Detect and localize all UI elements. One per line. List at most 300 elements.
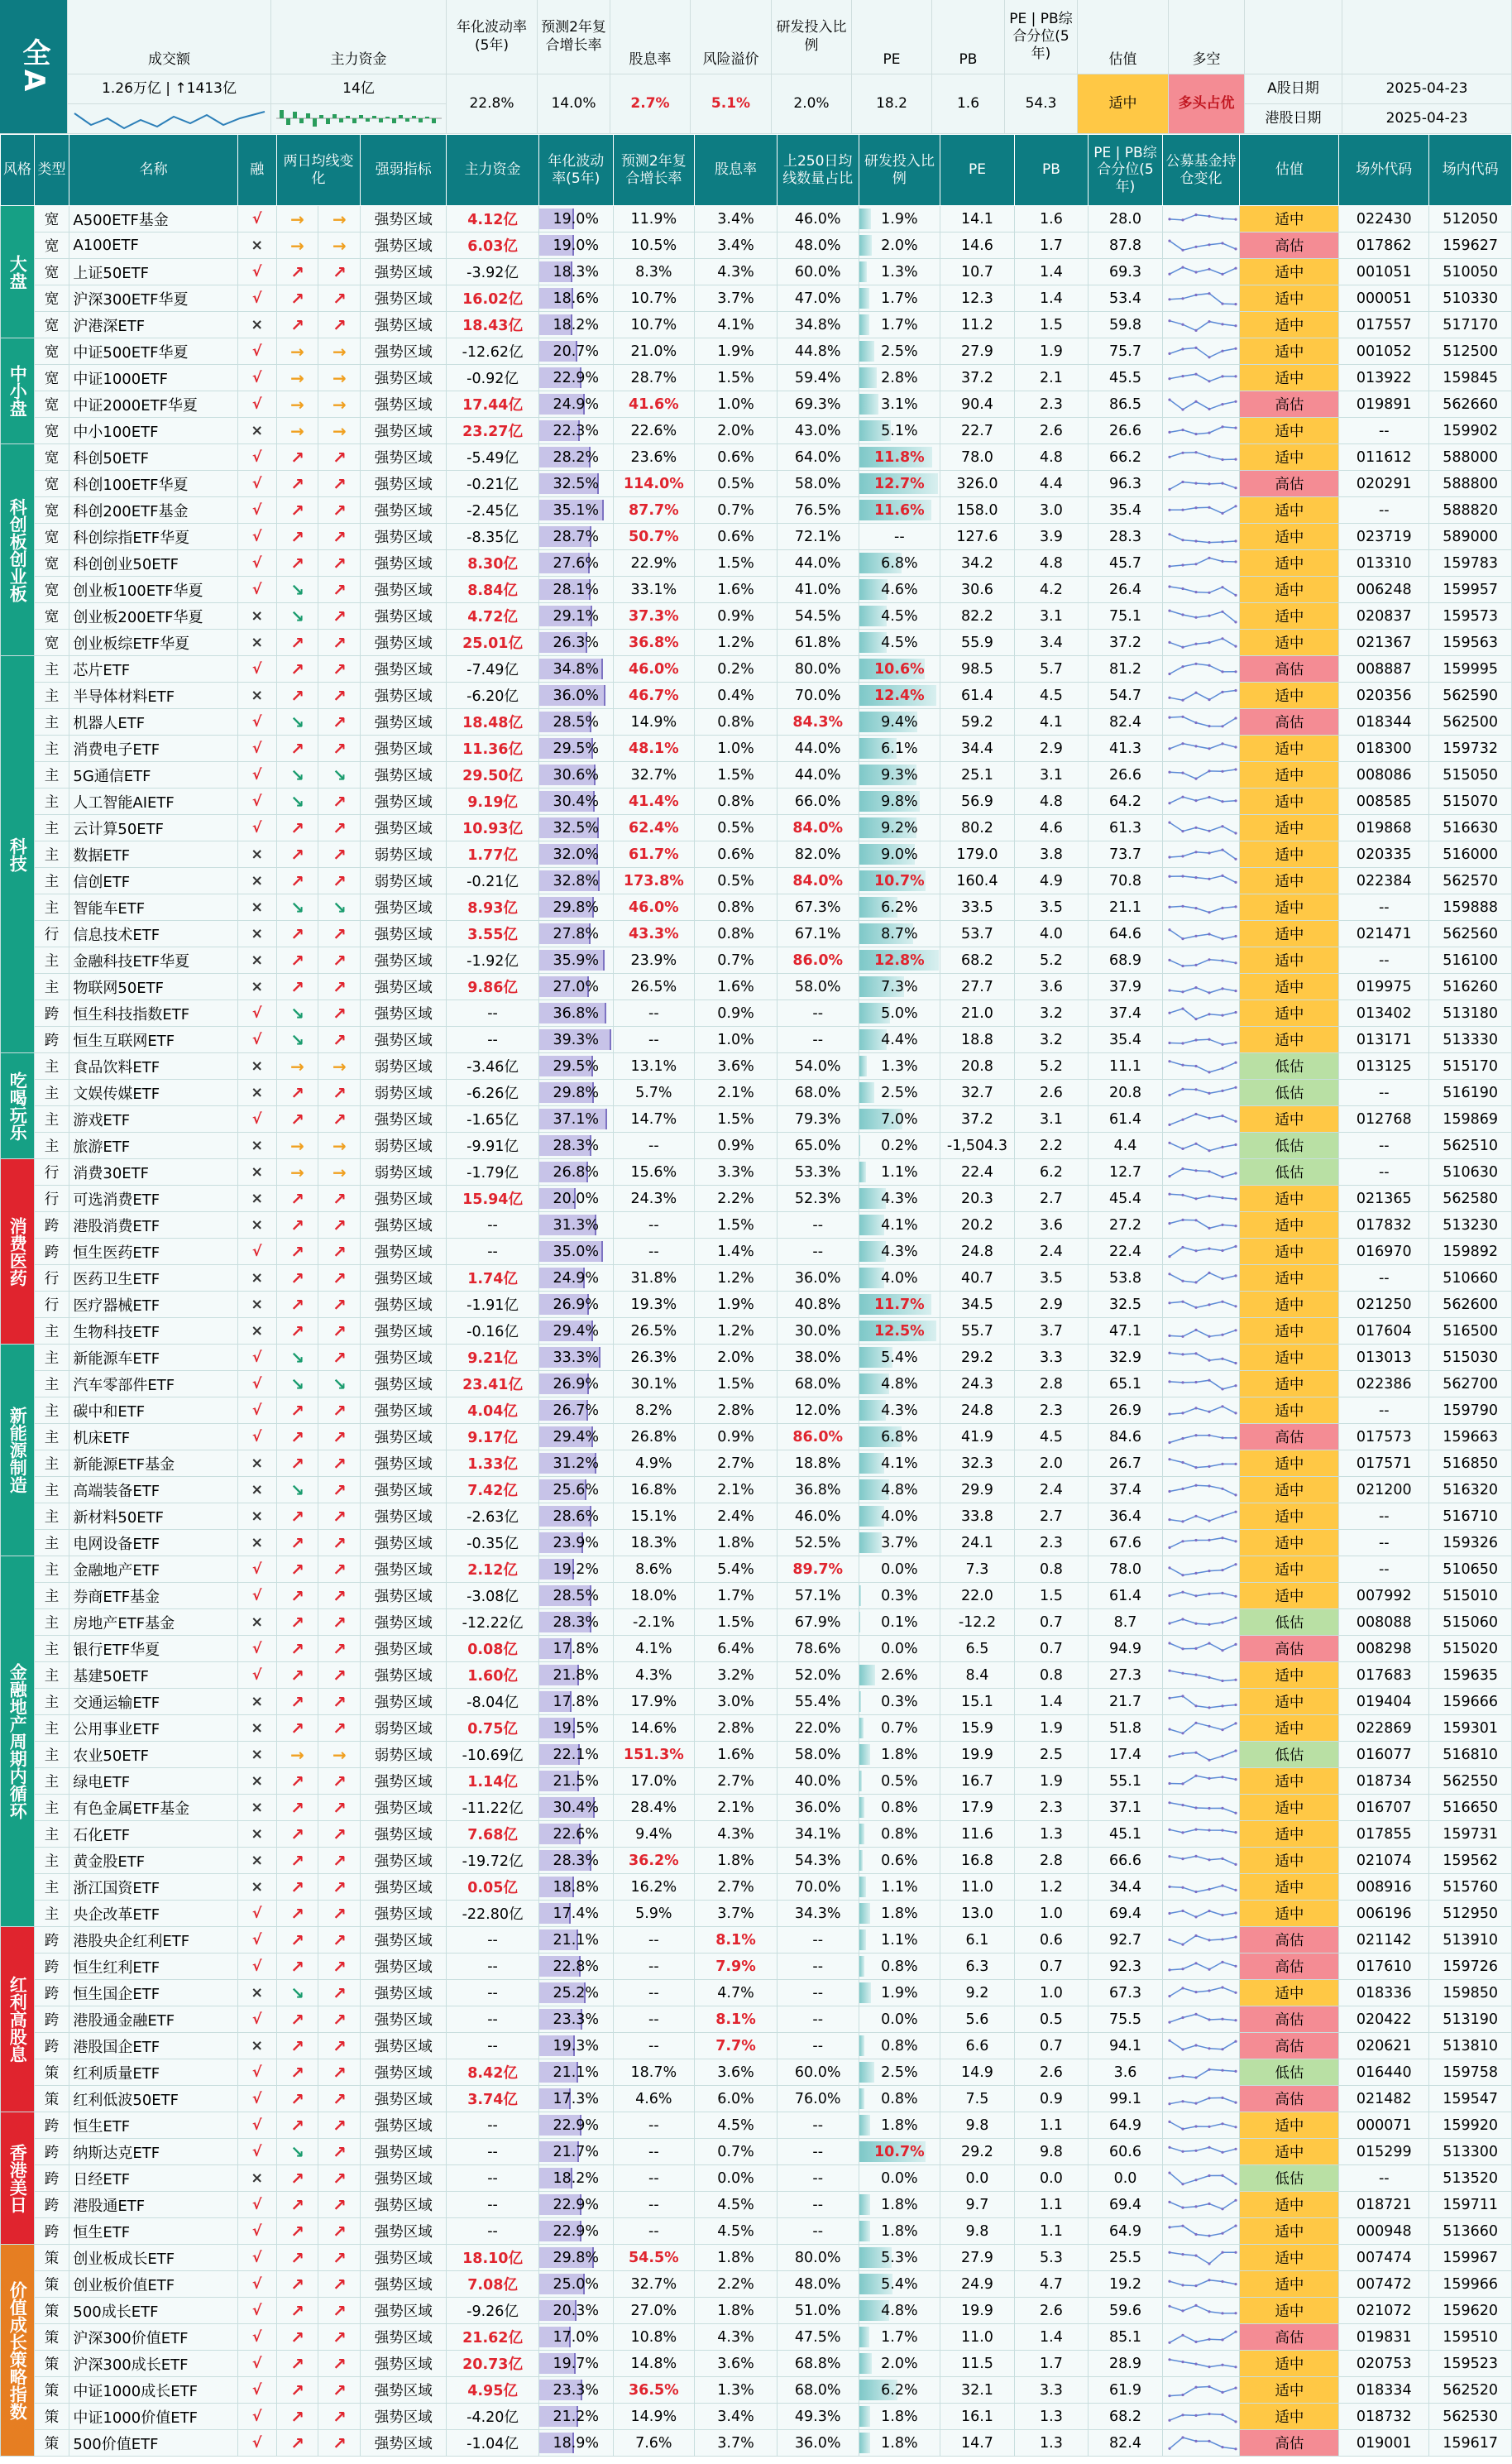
exchange-code-cell[interactable]: 516810 <box>1429 1742 1512 1768</box>
table-row[interactable] <box>1 1345 1512 1371</box>
col-strength[interactable]: 强弱指标 <box>361 135 447 206</box>
table-row[interactable] <box>1 736 1512 762</box>
table-row[interactable] <box>1 418 1512 444</box>
table-row[interactable] <box>1 1503 1512 1530</box>
name-cell[interactable]: 恒生科技指数ETF <box>69 1000 237 1027</box>
otc-code-cell[interactable]: -- <box>1339 1133 1429 1159</box>
table-row[interactable] <box>1 1159 1512 1186</box>
name-cell[interactable]: 科创200ETF基金 <box>69 497 237 524</box>
table-row[interactable] <box>1 1292 1512 1318</box>
exchange-code-cell[interactable]: 515760 <box>1429 1874 1512 1901</box>
exchange-code-cell[interactable]: 159562 <box>1429 1848 1512 1874</box>
name-cell[interactable]: 游戏ETF <box>69 1106 237 1133</box>
table-row[interactable] <box>1 630 1512 656</box>
otc-code-cell[interactable]: 017832 <box>1339 1212 1429 1239</box>
otc-code-cell[interactable]: 013402 <box>1339 1000 1429 1027</box>
name-cell[interactable]: 消费30ETF <box>69 1159 237 1186</box>
col-ma[interactable]: 两日均线变化 <box>276 135 361 206</box>
otc-code-cell[interactable]: 008916 <box>1339 1874 1429 1901</box>
table-row[interactable] <box>1 1980 1512 2006</box>
table-row[interactable] <box>1 841 1512 868</box>
otc-code-cell[interactable]: 018334 <box>1339 2377 1429 2404</box>
name-cell[interactable]: 恒生红利ETF <box>69 1953 237 1980</box>
table-row[interactable] <box>1 1636 1512 1662</box>
table-row[interactable] <box>1 1927 1512 1953</box>
exchange-code-cell[interactable]: 562520 <box>1429 2377 1512 2404</box>
table-row[interactable] <box>1 1212 1512 1239</box>
otc-code-cell[interactable]: 018336 <box>1339 1980 1429 2006</box>
exchange-code-cell[interactable]: 159731 <box>1429 1821 1512 1848</box>
name-cell[interactable]: 黄金股ETF <box>69 1848 237 1874</box>
exchange-code-cell[interactable]: 515050 <box>1429 762 1512 789</box>
exchange-code-cell[interactable]: 562530 <box>1429 2404 1512 2430</box>
exchange-code-cell[interactable]: 512950 <box>1429 1901 1512 1927</box>
table-row[interactable] <box>1 2404 1512 2430</box>
name-cell[interactable]: 高端装备ETF <box>69 1477 237 1503</box>
exchange-code-cell[interactable]: 510330 <box>1429 285 1512 312</box>
otc-code-cell[interactable]: 016707 <box>1339 1795 1429 1821</box>
table-row[interactable] <box>1 550 1512 577</box>
name-cell[interactable]: 恒生医药ETF <box>69 1239 237 1265</box>
exchange-code-cell[interactable]: 516100 <box>1429 947 1512 974</box>
otc-code-cell[interactable]: 013171 <box>1339 1027 1429 1053</box>
exchange-code-cell[interactable]: 159902 <box>1429 418 1512 444</box>
exchange-code-cell[interactable]: 159920 <box>1429 2112 1512 2139</box>
name-cell[interactable]: 恒生国企ETF <box>69 1980 237 2006</box>
table-row[interactable] <box>1 2298 1512 2324</box>
exchange-code-cell[interactable]: 159635 <box>1429 1662 1512 1689</box>
table-row[interactable] <box>1 2271 1512 2298</box>
name-cell[interactable]: 电网设备ETF <box>69 1530 237 1556</box>
name-cell[interactable]: 公用事业ETF <box>69 1715 237 1742</box>
exchange-code-cell[interactable]: 515170 <box>1429 1053 1512 1080</box>
name-cell[interactable]: 创业板综ETF华夏 <box>69 630 237 656</box>
table-row[interactable] <box>1 471 1512 497</box>
exchange-code-cell[interactable]: 562700 <box>1429 1371 1512 1397</box>
table-row[interactable] <box>1 1556 1512 1583</box>
name-cell[interactable]: 信创ETF <box>69 868 237 894</box>
otc-code-cell[interactable]: 020837 <box>1339 603 1429 630</box>
table-row[interactable] <box>1 2324 1512 2351</box>
exchange-code-cell[interactable]: 515060 <box>1429 1609 1512 1636</box>
table-row[interactable] <box>1 1795 1512 1821</box>
table-row[interactable] <box>1 1874 1512 1901</box>
exchange-code-cell[interactable]: 516320 <box>1429 1477 1512 1503</box>
otc-code-cell[interactable]: 021482 <box>1339 2086 1429 2112</box>
name-cell[interactable]: 中证500ETF华夏 <box>69 338 237 365</box>
name-cell[interactable]: 日经ETF <box>69 2165 237 2192</box>
otc-code-cell[interactable]: 019975 <box>1339 974 1429 1000</box>
table-row[interactable] <box>1 259 1512 285</box>
table-row[interactable] <box>1 285 1512 312</box>
otc-code-cell[interactable]: -- <box>1339 1530 1429 1556</box>
otc-code-cell[interactable]: 018732 <box>1339 2404 1429 2430</box>
exchange-code-cell[interactable]: 159845 <box>1429 365 1512 391</box>
exchange-code-cell[interactable]: 159888 <box>1429 894 1512 921</box>
exchange-code-cell[interactable]: 516850 <box>1429 1450 1512 1477</box>
otc-code-cell[interactable]: 013013 <box>1339 1345 1429 1371</box>
otc-code-cell[interactable]: 019404 <box>1339 1689 1429 1715</box>
otc-code-cell[interactable]: 021367 <box>1339 630 1429 656</box>
otc-code-cell[interactable]: 012768 <box>1339 1106 1429 1133</box>
table-row[interactable] <box>1 921 1512 947</box>
exchange-code-cell[interactable]: 513660 <box>1429 2218 1512 2245</box>
otc-code-cell[interactable]: 018734 <box>1339 1768 1429 1795</box>
table-row[interactable] <box>1 2033 1512 2059</box>
exchange-code-cell[interactable]: 562500 <box>1429 709 1512 736</box>
name-cell[interactable]: 央企改革ETF <box>69 1901 237 1927</box>
col-style[interactable]: 风格 <box>1 135 35 206</box>
exchange-code-cell[interactable]: 516710 <box>1429 1503 1512 1530</box>
name-cell[interactable]: 港股消费ETF <box>69 1212 237 1239</box>
name-cell[interactable]: 沪港深ETF <box>69 312 237 338</box>
table-row[interactable] <box>1 1901 1512 1927</box>
name-cell[interactable]: 创业板200ETF华夏 <box>69 603 237 630</box>
name-cell[interactable]: 绿电ETF <box>69 1768 237 1795</box>
otc-code-cell[interactable]: 000948 <box>1339 2218 1429 2245</box>
table-row[interactable] <box>1 1450 1512 1477</box>
name-cell[interactable]: 5G通信ETF <box>69 762 237 789</box>
col-fund[interactable]: 主力资金 <box>447 135 539 206</box>
name-cell[interactable]: 信息技术ETF <box>69 921 237 947</box>
name-cell[interactable]: 上证50ETF <box>69 259 237 285</box>
table-row[interactable] <box>1 868 1512 894</box>
otc-code-cell[interactable]: -- <box>1339 1556 1429 1583</box>
name-cell[interactable]: 科创创业50ETF <box>69 550 237 577</box>
name-cell[interactable]: 中小100ETF <box>69 418 237 444</box>
otc-code-cell[interactable]: 017557 <box>1339 312 1429 338</box>
name-cell[interactable]: 机器人ETF <box>69 709 237 736</box>
table-row[interactable] <box>1 683 1512 709</box>
name-cell[interactable]: A500ETF基金 <box>69 206 237 232</box>
table-row[interactable] <box>1 1080 1512 1106</box>
col-hold[interactable]: 公募基金持仓变化 <box>1162 135 1240 206</box>
name-cell[interactable]: 新能源ETF基金 <box>69 1450 237 1477</box>
name-cell[interactable]: 食品饮料ETF <box>69 1053 237 1080</box>
table-row[interactable] <box>1 1133 1512 1159</box>
table-row[interactable] <box>1 1477 1512 1503</box>
table-row[interactable] <box>1 2059 1512 2086</box>
name-cell[interactable]: 可选消费ETF <box>69 1186 237 1212</box>
otc-code-cell[interactable]: 007474 <box>1339 2245 1429 2271</box>
exchange-code-cell[interactable]: 510660 <box>1429 1265 1512 1292</box>
table-row[interactable] <box>1 2139 1512 2165</box>
otc-code-cell[interactable]: 023719 <box>1339 524 1429 550</box>
name-cell[interactable]: 金融科技ETF华夏 <box>69 947 237 974</box>
exchange-code-cell[interactable]: 159326 <box>1429 1530 1512 1556</box>
table-row[interactable] <box>1 1715 1512 1742</box>
name-cell[interactable]: 石化ETF <box>69 1821 237 1848</box>
table-row[interactable] <box>1 1318 1512 1345</box>
name-cell[interactable]: 银行ETF华夏 <box>69 1636 237 1662</box>
otc-code-cell[interactable]: 016970 <box>1339 1239 1429 1265</box>
otc-code-cell[interactable]: -- <box>1339 947 1429 974</box>
otc-code-cell[interactable]: 020422 <box>1339 2006 1429 2033</box>
table-row[interactable] <box>1 1000 1512 1027</box>
exchange-code-cell[interactable]: 562550 <box>1429 1768 1512 1795</box>
exchange-code-cell[interactable]: 159869 <box>1429 1106 1512 1133</box>
exchange-code-cell[interactable]: 588800 <box>1429 471 1512 497</box>
otc-code-cell[interactable]: 020356 <box>1339 683 1429 709</box>
name-cell[interactable]: 科创100ETF华夏 <box>69 471 237 497</box>
table-row[interactable] <box>1 656 1512 683</box>
col-pct[interactable]: PE | PB综合分位(5年) <box>1089 135 1163 206</box>
otc-code-cell[interactable]: 001051 <box>1339 259 1429 285</box>
col-vol[interactable]: 年化波动率(5年) <box>538 135 613 206</box>
exchange-code-cell[interactable]: 562510 <box>1429 1133 1512 1159</box>
exchange-code-cell[interactable]: 159663 <box>1429 1424 1512 1450</box>
table-row[interactable] <box>1 2006 1512 2033</box>
table-row[interactable] <box>1 1186 1512 1212</box>
exchange-code-cell[interactable]: 588820 <box>1429 497 1512 524</box>
table-row[interactable] <box>1 444 1512 471</box>
name-cell[interactable]: 汽车零部件ETF <box>69 1371 237 1397</box>
name-cell[interactable]: 中证1000价值ETF <box>69 2404 237 2430</box>
exchange-code-cell[interactable]: 159617 <box>1429 2430 1512 2457</box>
exchange-code-cell[interactable]: 159966 <box>1429 2271 1512 2298</box>
table-row[interactable] <box>1 947 1512 974</box>
table-row[interactable] <box>1 2245 1512 2271</box>
otc-code-cell[interactable]: 013922 <box>1339 365 1429 391</box>
name-cell[interactable]: 沪深300成长ETF <box>69 2351 237 2377</box>
name-cell[interactable]: 创业板成长ETF <box>69 2245 237 2271</box>
exchange-code-cell[interactable]: 562580 <box>1429 1186 1512 1212</box>
table-row[interactable] <box>1 1821 1512 1848</box>
otc-code-cell[interactable]: 006196 <box>1339 1901 1429 1927</box>
exchange-code-cell[interactable]: 159732 <box>1429 736 1512 762</box>
table-row[interactable] <box>1 1027 1512 1053</box>
table-row[interactable] <box>1 709 1512 736</box>
otc-code-cell[interactable]: 008887 <box>1339 656 1429 683</box>
table-row[interactable] <box>1 1583 1512 1609</box>
name-cell[interactable]: 新材料50ETF <box>69 1503 237 1530</box>
otc-code-cell[interactable]: 018344 <box>1339 709 1429 736</box>
name-cell[interactable]: 浙江国资ETF <box>69 1874 237 1901</box>
exchange-code-cell[interactable]: 516650 <box>1429 1795 1512 1821</box>
col-div[interactable]: 股息率 <box>695 135 778 206</box>
exchange-code-cell[interactable]: 513330 <box>1429 1027 1512 1053</box>
table-row[interactable] <box>1 2377 1512 2404</box>
otc-code-cell[interactable]: 000071 <box>1339 2112 1429 2139</box>
name-cell[interactable]: 创业板价值ETF <box>69 2271 237 2298</box>
otc-code-cell[interactable]: 020291 <box>1339 471 1429 497</box>
table-row[interactable] <box>1 603 1512 630</box>
otc-code-cell[interactable]: 000051 <box>1339 285 1429 312</box>
otc-code-cell[interactable]: -- <box>1339 2165 1429 2192</box>
name-cell[interactable]: 500价值ETF <box>69 2430 237 2457</box>
exchange-code-cell[interactable]: 159573 <box>1429 603 1512 630</box>
table-row[interactable] <box>1 1768 1512 1795</box>
name-cell[interactable]: 云计算50ETF <box>69 815 237 841</box>
table-row[interactable] <box>1 1397 1512 1424</box>
col-type[interactable]: 类型 <box>34 135 69 206</box>
exchange-code-cell[interactable]: 513910 <box>1429 1927 1512 1953</box>
otc-code-cell[interactable]: -- <box>1339 1503 1429 1530</box>
otc-code-cell[interactable]: 017604 <box>1339 1318 1429 1345</box>
otc-code-cell[interactable]: -- <box>1339 1080 1429 1106</box>
otc-code-cell[interactable]: 015299 <box>1339 2139 1429 2165</box>
table-row[interactable] <box>1 1689 1512 1715</box>
name-cell[interactable]: 半导体材料ETF <box>69 683 237 709</box>
name-cell[interactable]: 券商ETF基金 <box>69 1583 237 1609</box>
table-row[interactable] <box>1 232 1512 259</box>
name-cell[interactable]: 医药卫生ETF <box>69 1265 237 1292</box>
name-cell[interactable]: 恒生ETF <box>69 2112 237 2139</box>
exchange-code-cell[interactable]: 510650 <box>1429 1556 1512 1583</box>
name-cell[interactable]: 金融地产ETF <box>69 1556 237 1583</box>
name-cell[interactable]: 旅游ETF <box>69 1133 237 1159</box>
otc-code-cell[interactable]: 013310 <box>1339 550 1429 577</box>
otc-code-cell[interactable]: 008298 <box>1339 1636 1429 1662</box>
table-row[interactable] <box>1 312 1512 338</box>
otc-code-cell[interactable]: 022386 <box>1339 1371 1429 1397</box>
exchange-code-cell[interactable]: 513520 <box>1429 2165 1512 2192</box>
otc-code-cell[interactable]: 021074 <box>1339 1848 1429 1874</box>
table-row[interactable] <box>1 1053 1512 1080</box>
name-cell[interactable]: 恒生互联网ETF <box>69 1027 237 1053</box>
table-row[interactable] <box>1 2086 1512 2112</box>
col-pb[interactable]: PB <box>1014 135 1089 206</box>
otc-code-cell[interactable]: 022869 <box>1339 1715 1429 1742</box>
table-row[interactable] <box>1 1424 1512 1450</box>
otc-code-cell[interactable]: 019001 <box>1339 2430 1429 2457</box>
exchange-code-cell[interactable]: 159995 <box>1429 656 1512 683</box>
name-cell[interactable]: 新能源车ETF <box>69 1345 237 1371</box>
otc-code-cell[interactable]: 021072 <box>1339 2298 1429 2324</box>
table-row[interactable] <box>1 206 1512 232</box>
col-growth[interactable]: 预测2年复合增长率 <box>613 135 695 206</box>
otc-code-cell[interactable]: 021250 <box>1339 1292 1429 1318</box>
otc-code-cell[interactable]: 006248 <box>1339 577 1429 603</box>
name-cell[interactable]: 数据ETF <box>69 841 237 868</box>
otc-code-cell[interactable]: -- <box>1339 1159 1429 1186</box>
otc-code-cell[interactable]: 021471 <box>1339 921 1429 947</box>
name-cell[interactable]: 沪深300价值ETF <box>69 2324 237 2351</box>
table-row[interactable] <box>1 1265 1512 1292</box>
otc-code-cell[interactable]: -- <box>1339 1397 1429 1424</box>
table-row[interactable] <box>1 762 1512 789</box>
exchange-code-cell[interactable]: 513230 <box>1429 1212 1512 1239</box>
table-row[interactable] <box>1 497 1512 524</box>
otc-code-cell[interactable]: 008086 <box>1339 762 1429 789</box>
table-row[interactable] <box>1 2165 1512 2192</box>
otc-code-cell[interactable]: 020335 <box>1339 841 1429 868</box>
name-cell[interactable]: 物联网50ETF <box>69 974 237 1000</box>
col-fin[interactable]: 融 <box>237 135 276 206</box>
exchange-code-cell[interactable]: 159510 <box>1429 2324 1512 2351</box>
name-cell[interactable]: A100ETF <box>69 232 237 259</box>
otc-code-cell[interactable]: 007992 <box>1339 1583 1429 1609</box>
name-cell[interactable]: 机床ETF <box>69 1424 237 1450</box>
otc-code-cell[interactable]: 017571 <box>1339 1450 1429 1477</box>
col-val[interactable]: 估值 <box>1240 135 1339 206</box>
otc-code-cell[interactable]: -- <box>1339 894 1429 921</box>
table-row[interactable] <box>1 2218 1512 2245</box>
otc-code-cell[interactable]: 017610 <box>1339 1953 1429 1980</box>
table-row[interactable] <box>1 1662 1512 1689</box>
exchange-code-cell[interactable]: 589000 <box>1429 524 1512 550</box>
name-cell[interactable]: 科创综指ETF华夏 <box>69 524 237 550</box>
exchange-code-cell[interactable]: 513180 <box>1429 1000 1512 1027</box>
name-cell[interactable]: 500成长ETF <box>69 2298 237 2324</box>
exchange-code-cell[interactable]: 159726 <box>1429 1953 1512 1980</box>
name-cell[interactable]: 红利低波50ETF <box>69 2086 237 2112</box>
otc-code-cell[interactable]: 007472 <box>1339 2271 1429 2298</box>
table-row[interactable] <box>1 1953 1512 1980</box>
table-row[interactable] <box>1 391 1512 418</box>
name-cell[interactable]: 中证1000成长ETF <box>69 2377 237 2404</box>
exchange-code-cell[interactable]: 588000 <box>1429 444 1512 471</box>
exchange-code-cell[interactable]: 159301 <box>1429 1715 1512 1742</box>
table-row[interactable] <box>1 815 1512 841</box>
name-cell[interactable]: 基建50ETF <box>69 1662 237 1689</box>
exchange-code-cell[interactable]: 516500 <box>1429 1318 1512 1345</box>
name-cell[interactable]: 碳中和ETF <box>69 1397 237 1424</box>
name-cell[interactable]: 纳斯达克ETF <box>69 2139 237 2165</box>
otc-code-cell[interactable]: 013125 <box>1339 1053 1429 1080</box>
name-cell[interactable]: 创业板100ETF华夏 <box>69 577 237 603</box>
exchange-code-cell[interactable]: 159967 <box>1429 2245 1512 2271</box>
name-cell[interactable]: 智能车ETF <box>69 894 237 921</box>
table-row[interactable] <box>1 2112 1512 2139</box>
col-otc[interactable]: 场外代码 <box>1339 135 1429 206</box>
otc-code-cell[interactable]: 017683 <box>1339 1662 1429 1689</box>
col-name[interactable]: 名称 <box>69 135 237 206</box>
otc-code-cell[interactable]: 021142 <box>1339 1927 1429 1953</box>
otc-code-cell[interactable]: 017862 <box>1339 232 1429 259</box>
col-code[interactable]: 场内代码 <box>1429 135 1512 206</box>
otc-code-cell[interactable]: 011612 <box>1339 444 1429 471</box>
exchange-code-cell[interactable]: 516260 <box>1429 974 1512 1000</box>
name-cell[interactable]: 港股央企红利ETF <box>69 1927 237 1953</box>
table-row[interactable] <box>1 1530 1512 1556</box>
table-row[interactable] <box>1 1742 1512 1768</box>
table-row[interactable] <box>1 1848 1512 1874</box>
exchange-code-cell[interactable]: 562660 <box>1429 391 1512 418</box>
exchange-code-cell[interactable]: 516190 <box>1429 1080 1512 1106</box>
otc-code-cell[interactable]: 020753 <box>1339 2351 1429 2377</box>
otc-code-cell[interactable]: 016077 <box>1339 1742 1429 1768</box>
otc-code-cell[interactable]: 019891 <box>1339 391 1429 418</box>
name-cell[interactable]: 生物科技ETF <box>69 1318 237 1345</box>
col-pe[interactable]: PE <box>940 135 1015 206</box>
otc-code-cell[interactable]: 017573 <box>1339 1424 1429 1450</box>
table-row[interactable] <box>1 577 1512 603</box>
table-row[interactable] <box>1 2192 1512 2218</box>
exchange-code-cell[interactable]: 159790 <box>1429 1397 1512 1424</box>
col-rd[interactable]: 研发投入比例 <box>859 135 940 206</box>
name-cell[interactable]: 文娱传媒ETF <box>69 1080 237 1106</box>
name-cell[interactable]: 中证2000ETF华夏 <box>69 391 237 418</box>
exchange-code-cell[interactable]: 562600 <box>1429 1292 1512 1318</box>
exchange-code-cell[interactable]: 515010 <box>1429 1583 1512 1609</box>
name-cell[interactable]: 港股通ETF <box>69 2192 237 2218</box>
exchange-code-cell[interactable]: 517170 <box>1429 312 1512 338</box>
otc-code-cell[interactable]: 022384 <box>1339 868 1429 894</box>
exchange-code-cell[interactable]: 159547 <box>1429 2086 1512 2112</box>
name-cell[interactable]: 医疗器械ETF <box>69 1292 237 1318</box>
otc-code-cell[interactable]: 008088 <box>1339 1609 1429 1636</box>
table-row[interactable] <box>1 365 1512 391</box>
otc-code-cell[interactable]: 001052 <box>1339 338 1429 365</box>
name-cell[interactable]: 沪深300ETF华夏 <box>69 285 237 312</box>
table-row[interactable] <box>1 2351 1512 2377</box>
name-cell[interactable]: 红利质量ETF <box>69 2059 237 2086</box>
otc-code-cell[interactable]: 020621 <box>1339 2033 1429 2059</box>
exchange-code-cell[interactable]: 159620 <box>1429 2298 1512 2324</box>
name-cell[interactable]: 港股国企ETF <box>69 2033 237 2059</box>
exchange-code-cell[interactable]: 510630 <box>1429 1159 1512 1186</box>
